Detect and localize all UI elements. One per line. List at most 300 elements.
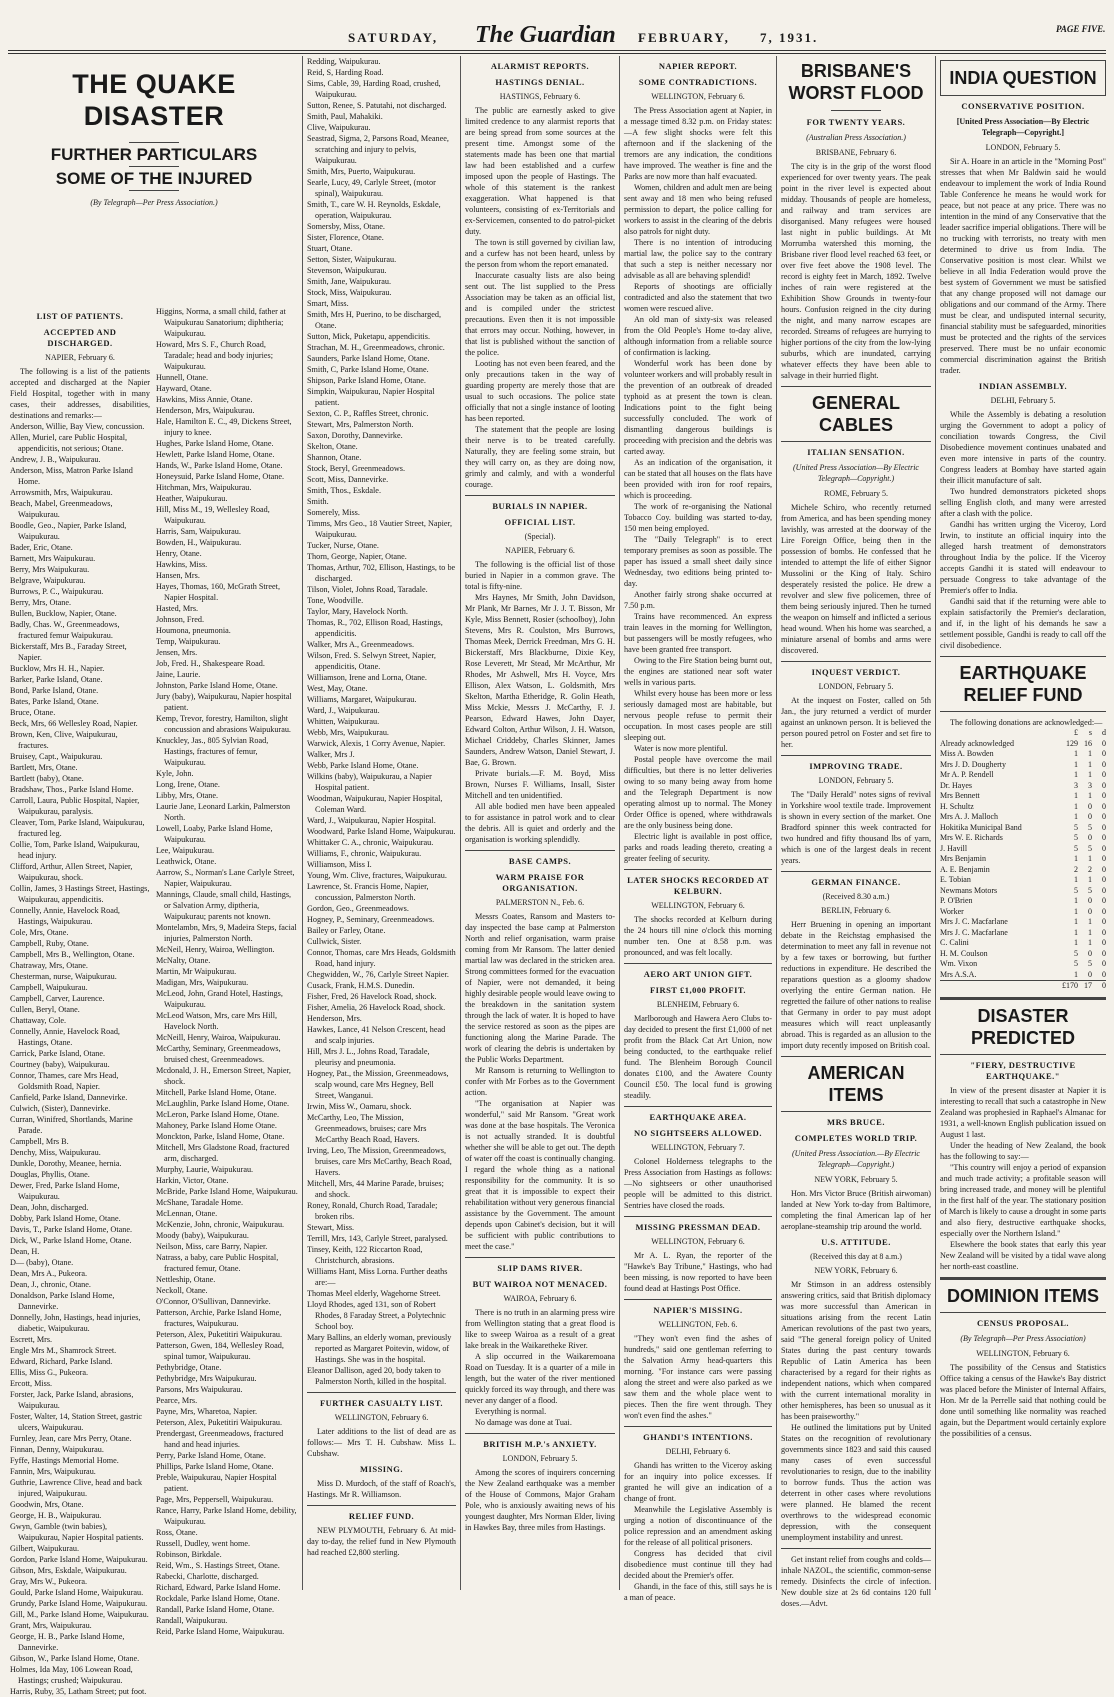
patient-entry: Clive, Waipukurau. <box>307 123 371 132</box>
divider <box>129 166 179 167</box>
patient-entry: Stock, Beryl, Greenmeadows. <box>307 464 405 473</box>
later-body: The shocks recorded at Kelburn during the 24 hours till nine o'clock this morning number ten. One at 8.58 p.m. was pronounced, and was felt locally. <box>624 915 772 957</box>
fund-pence: 0 <box>1102 896 1106 905</box>
india-credit: [United Press Association—By Electric Telegraph—Copyright.] <box>956 117 1090 137</box>
paragraph: Water is now more plentiful. <box>634 744 728 753</box>
official-dateline: NAPIER, February 6. <box>505 546 575 555</box>
patient-entry: McLaughlin, Parke Island Home, Otane. <box>156 1099 290 1108</box>
patient-entry: Guthrie, Lawrence Clive, head and back injured, Waipukurau. <box>10 1478 143 1498</box>
patient-entry: Hill, Miss M., 19, Wellesley Road, Waipukurau. <box>156 505 270 525</box>
patient-entry: Randall, Waipukurau. <box>156 1616 228 1625</box>
patient-entry: Whitten, Waipukurau. <box>307 717 380 726</box>
aero-title: AERO ART UNION GIFT. <box>643 969 753 979</box>
paragraph: There is no truth in an alarming press wire from Wellington stating that a great flood is like to sweep Wairoa as a result of a great lake break in the Waikaretheke River. <box>465 1308 615 1350</box>
patient-entry: Timms, Mrs Geo., 18 Vautier Street, Napier, Waipukurau. <box>307 519 452 539</box>
fund-pounds: 5 <box>1074 822 1078 832</box>
patient-entry: Barnett, Mrs Waipukurau. <box>10 554 96 563</box>
patient-entry: Sutton, Mick, Puketapu, appendicitis. <box>307 332 431 341</box>
patient-entry: McCarthy, Leo, The Mission, Greenmeadows, bruises; care Mrs McCarthy Beach Road, Havers. <box>307 1113 427 1144</box>
column-rule <box>302 56 303 1590</box>
further-dateline: WELLINGTON, February 6. <box>334 1413 429 1422</box>
fund-shillings: 5 <box>1088 822 1092 832</box>
column-6 <box>781 56 931 1608</box>
patient-entry: Harris, Sam, Waipukurau. <box>156 527 241 536</box>
patient-entry: Rabecki, Charlotte, discharged. <box>156 1572 259 1581</box>
fund-donor: Already acknowledged <box>940 738 1014 748</box>
alarmist-title: ALARMIST REPORTS. <box>490 61 590 71</box>
patient-entry: Tinsey, Keith, 122 Riccarton Road, Christchurch, abrasions. <box>307 1245 423 1265</box>
patient-entry: Smith, T., care W. H. Reynolds, Eskdale, operation, Waipukurau. <box>307 200 441 220</box>
fund-total-pounds: £170 <box>1062 981 1078 990</box>
fund-pounds: 3 <box>1074 780 1078 790</box>
us-received: (Received this day at 8 a.m.) <box>810 1252 902 1261</box>
further-text: Later additions to the list of dead are as follows:— Mrs T. H. Cubshaw. Miss L. Cubshaw. <box>307 1427 456 1458</box>
patient-entry: Saunders, Parke Island Home, Otane. <box>307 354 430 363</box>
fund-pence: 0 <box>1102 927 1106 937</box>
patient-entry: Hasted, Mrs. <box>156 604 199 613</box>
paragraph: Private burials.—F. M. Boyd, Miss Brown, Nurses F. Williams, Insall, Sister Mitchell and ten unidentified. <box>465 769 615 800</box>
patient-entry: Jury (baby), Waipukurau, Napier hospital patient. <box>156 692 292 712</box>
column-5 <box>624 56 772 1602</box>
patient-entry: Moody (baby), Waipukurau. <box>156 1231 249 1240</box>
divider <box>624 1299 772 1300</box>
patient-entry: Gordon, Parke Island Home, Waipukurau. <box>10 1555 148 1564</box>
fund-shillings: 0 <box>1088 948 1092 958</box>
paragraph: Mr Stimson in an address ostensibly answering critics, said that British diplomacy was more successful than American in situations arising from the recent Latin American revolutions of the past two years, said "The general foreign policy of United States during the past century towards Republic of Latin America has been characterised by a regard for their rights as independent nations, which when compared with the current international morality in other hemispheres, has been so unusual as it has been praiseworthy." <box>781 1280 931 1421</box>
fund-row <box>940 791 1106 802</box>
dominion-subtitle: CENSUS PROPOSAL. <box>976 1317 1070 1328</box>
patient-entry: Arrowsmith, Mrs, Waipukurau. <box>10 488 113 497</box>
missing2-dateline: WELLINGTON, Feb. 6. <box>658 1320 738 1329</box>
patient-entry: Hawkins, Miss Annie, Otane. <box>156 395 253 404</box>
patient-entry: Peterson, Alex, Puketitiri Waipukurau. <box>156 1418 283 1427</box>
patient-entry: Gwyn, Gamble (twin babies), Waipukurau, Napier Hospital patients. <box>10 1522 144 1542</box>
patient-entry: Hawkes, Lance, 41 Nelson Crescent, head and scalp injuries. <box>307 1025 446 1045</box>
italian-title: ITALIAN SENSATION. <box>807 447 905 457</box>
patient-entry: Bruce, Otane. <box>10 708 56 717</box>
divider <box>781 755 931 756</box>
fund-pence: 0 <box>1102 948 1106 958</box>
patient-entry: Campbell, Waipukurau. <box>10 983 88 992</box>
fund-pence: 0 <box>1102 885 1106 895</box>
patient-entry: Belgrave, Waipukurau. <box>10 576 86 585</box>
patient-entry: Hands, W., Parke Island Home, Otane. <box>156 461 283 470</box>
paragraph: The following is the official list of those buried in Napier in a common grave. The total is fifty-nine. <box>465 560 615 591</box>
patient-entry: Mcdonald, J. H., Emerson Street, Napier, shock. <box>156 1066 291 1086</box>
mp-dateline: LONDON, February 5. <box>502 1454 578 1463</box>
patient-entry: Burrows, P. C., Waipukurau. <box>10 587 104 596</box>
fund-pounds: 1 <box>1074 917 1078 926</box>
later-dateline: WELLINGTON, February 6. <box>651 901 745 910</box>
patient-entry: Stevenson, Waipukurau. <box>307 266 387 275</box>
fund-shillings: 0 <box>1088 906 1092 916</box>
patient-entry: Chesterman, nurse, Waipukurau. <box>10 972 117 981</box>
patient-entry: Campbell, Mrs B., Wellington, Otane. <box>10 950 135 959</box>
patient-entry: Strachan, M. H., Greenmeadows, chronic. <box>307 343 445 352</box>
paragraph: Looting has not even been feared, and the only precautions taken in the way of guarding property are merely those that are usual to such occasions. The police state officially that not a single instance of looting has been reported. <box>465 359 615 423</box>
patient-entry: McBride, Parke Island Home, Waipukurau. <box>156 1187 298 1196</box>
patient-entry: Hayward, Otane. <box>156 384 212 393</box>
fund-pounds: 1 <box>1074 801 1078 811</box>
patient-entry: Thomas Meel elderly, Wagehorne Street. <box>307 1289 441 1298</box>
inquest-body: At the inquest on Foster, called on 5th Jan., the jury returned a verdict of murder against an unknown person. It is believed the person poured petrol on Foster and set fire to her. <box>781 696 931 749</box>
fund-row <box>940 970 1106 981</box>
later-title: LATER SHOCKS RECORDED AT KELBURN. <box>627 875 769 896</box>
patient-entry: Somerely, Miss. <box>307 508 360 517</box>
patient-entry: Dick, W., Parke Island Home, Otane. <box>10 1236 132 1245</box>
patient-entry: Cole, Mrs, Otane. <box>10 928 69 937</box>
divider <box>781 386 931 387</box>
divider <box>465 495 615 496</box>
brisbane-dateline: BRISBANE, February 6. <box>815 148 897 157</box>
patient-entry: Sims, Cable, 39, Harding Road, crushed, Waipukurau. <box>307 79 441 99</box>
patient-entry: Boodle, Geo., Napier, Parke Island, Waipukurau. <box>10 521 127 541</box>
patient-entry: Dean, J., chronic, Otane. <box>10 1280 91 1289</box>
fund-donor: Wm. Vixon <box>940 959 978 968</box>
patient-entry: Chegwidden, W., 76, Carlyle Street Napier. <box>307 970 449 979</box>
wairoa-title: BUT WAIROA NOT MENACED. <box>472 1279 608 1289</box>
fund-row <box>940 896 1106 907</box>
fund-shillings: 16 <box>1084 738 1092 748</box>
patient-entry: Bailey or Farley, Otane. <box>307 926 386 935</box>
patient-entry: Sexton, C. P., Raffles Street, chronic. <box>307 409 429 418</box>
patient-entry: Pethybridge, Otane. <box>156 1363 222 1372</box>
patient-entry: Williams, F., chronic, Waipukurau. <box>307 849 422 858</box>
fund-shillings: 5 <box>1088 885 1092 895</box>
patient-entry: Escrett, Mrs. <box>10 1335 53 1344</box>
fund-shillings: 1 <box>1088 770 1092 779</box>
patient-entry: Lawrence, St. Francis Home, Napier, concussion, Palmerston North. <box>307 882 429 902</box>
fund-donor: A. E. Benjamin <box>940 864 990 874</box>
missing2-body: "They won't even find the ashes of hundreds," said one gentleman referring to the Salvation Army head-quarters this morning. "For instance cars were passing along the street and were also parked as we saw them and the whole place went to pieces. Then the fire went through. They won't even find the ashes." <box>624 1334 772 1420</box>
patient-entry: Shannon, Otane. <box>307 453 362 462</box>
german-received: (Received 8.30 a.m.) <box>822 892 890 901</box>
fund-pounds: 1 <box>1074 896 1078 905</box>
patient-entry: Dean, Mrs A., Pukeora. <box>10 1269 88 1278</box>
patient-entry: Smith, Mrs H, Puerino, to be discharged, Otane. <box>307 310 442 330</box>
patient-entry: Allen, Muriel, care Public Hospital, appendicitis, not serious; Otane. <box>10 433 128 453</box>
fund-pence: 0 <box>1102 770 1106 779</box>
fund-row <box>940 812 1106 823</box>
divider <box>781 1548 931 1549</box>
patient-entry: Connor, Thames, care Mrs Head, Goldsmith Road, Napier. <box>10 1071 119 1091</box>
paragraph: As an indication of the organisation, it can be stated that all houses on the flats have been provided with iron for roof repairs, which is proceeding. <box>624 458 772 500</box>
divider <box>307 1392 456 1393</box>
assembly-body <box>940 409 1106 651</box>
fund-rows <box>940 739 1106 981</box>
fund-donor: J. Havill <box>940 843 968 853</box>
patient-entry: Long, Irene, Otane. <box>156 780 220 789</box>
patient-entry: Reid, S, Harding Road. <box>307 68 384 77</box>
patient-entry: Temp, Waipukurau. <box>156 637 221 646</box>
patient-entry: Thorn, George, Napier, Otane. <box>307 552 407 561</box>
patient-entry: Brown, Ken, Clive, Waipukurau, fractures. <box>10 730 118 750</box>
patient-entry: Gibson, Mrs, Eskdale, Waipukurau. <box>10 1566 127 1575</box>
paragraph: Trains have recommenced. An express train leaves in the morning for Wellington, but passengers will be mostly refugees, who have been granted free transport. <box>624 612 772 654</box>
fund-shillings: 3 <box>1088 780 1092 790</box>
quake-credit: (By Telegraph—Per Press Association.) <box>90 198 218 207</box>
patient-entry: Peterson, Alex, Puketitiri Waipukurau. <box>156 1330 283 1339</box>
patient-entry: Madigan, Mrs, Waipukurau. <box>156 978 249 987</box>
official-body <box>465 559 615 845</box>
patient-entry: Donaldson, Parke Island Home, Dannevirke. <box>10 1291 115 1311</box>
patient-entry: Payne, Mrs, Wharetoa, Napier. <box>156 1407 258 1416</box>
patient-entry: Lee, Waipukurau. <box>156 846 215 855</box>
patient-entry: Thomas, R., 702, Ellison Road, Hastings, appendicitis. <box>307 618 443 638</box>
patient-entry: Dean, H. <box>10 1247 40 1256</box>
paragraph: An old man of sixty-six was released from the Old People's Home to-day alive, although information from a reliable source of confirmation is lacking. <box>624 315 772 357</box>
fund-donor: Dr. Hayes <box>940 780 972 790</box>
patient-entry: Carroll, Laura, Public Hospital, Napier, Waipukurau, paralysis. <box>10 796 140 816</box>
fund-pence: 0 <box>1102 822 1106 832</box>
patient-entry: Mitchell, Mrs Gladstone Road, fractured arm, discharged. <box>156 1143 290 1163</box>
patient-entry: Pearce, Mrs. <box>156 1396 198 1405</box>
fund-donor: Worker <box>940 906 964 916</box>
fund-donor: Mrs A. J. Malloch <box>940 812 998 821</box>
patient-entry: Ercott, Miss. <box>10 1379 53 1388</box>
patient-entry: Warwick, Alexis, 1 Corry Avenue, Napier. <box>307 739 446 748</box>
fund-pence: 0 <box>1102 812 1106 821</box>
paragraph: The public are earnestly asked to give limited credence to any alarmist reports that are being spread from some sources at the present time. Amongst some of the statements made has been one that martial law had been established and a curfew imposed upon the people of Hastings. The whole of this statement is the rankest exaggeration. What happened is that volunteers, consisting of ex-Territorials and ex-Servicemen, consented to do patrol-picket duty. <box>465 106 615 236</box>
patient-entry: Bradshaw, Thos., Parke Island Home. <box>10 785 134 794</box>
patient-entry: Webb, Mrs, Waipukurau. <box>307 728 389 737</box>
patient-entry: Leathwick, Otane. <box>156 857 217 866</box>
gandhi-dateline: DELHI, February 6. <box>665 1447 731 1456</box>
paragraph: "This country will enjoy a period of expansion and much trade activity; a profitable season will bring increased trade, and money will be plentiful in the first half of the year. The stationary position of March is likely to cause a drought in some parts and also fiery, destructive earthquake shocks, especially over the Northern Island." <box>940 1162 1106 1238</box>
divider <box>624 1216 772 1217</box>
patient-entry: Neilson, Miss, care Barry, Napier. <box>156 1242 268 1251</box>
patient-entry: McLennan, Otane. <box>156 1209 218 1218</box>
patient-entry: Kyle, John. <box>156 769 194 778</box>
patient-entry: Higgins, Norma, a small child, father at Waipukurau Sanatorium; diphtheria; Waipukurau. <box>156 307 286 338</box>
fund-header-pounds: £ <box>1074 728 1078 737</box>
patient-entry: Hogney, Pat., the Mission, Greenmeadows, scalp wound, care Mrs Hegney, Bell Street, Wanganui. <box>307 1069 449 1100</box>
fund-row <box>940 959 1106 970</box>
patient-entry: Canfield, Parke Island, Dannevirke. <box>10 1093 128 1102</box>
paragraph: "The organisation at Napier was wonderful," said Mr Ransom. "Great work was done at the base hospitals. The Veronica is not actually stranded. It is doubtful whether she will be able to get out. The depth of water off the coast is continually changing. I regard the whole thing as a national responsibility for the community. It is so great that it is impossible to expect their rehabilitation without very generous financial assistance by the Government. The amount depends upon Cabinet's decision, but it will be sufficient with public contributions to meet the case." <box>465 1099 615 1251</box>
fund-shillings: 0 <box>1088 896 1092 905</box>
fund-pence: 0 <box>1102 959 1106 968</box>
patient-entry: Simpkin, Waipukurau, Napier Hospital patient. <box>307 387 435 407</box>
paragraph: All able bodied men have been appealed to for assistance in patrol work and to clear the debris. All is quiet and orderly and the organisation is working splendidly. <box>465 802 615 844</box>
divider <box>781 661 931 662</box>
patient-entry: Ward, J., Waipukurau, Napier Hospital. <box>307 816 436 825</box>
patient-entry: Searle, Lucy, 49, Carlyle Street, (motor spinal), Waipukurau. <box>307 178 436 198</box>
paragraph: Wonderful work has been done by volunteer workers and will probably result in the prevention of an outbreak of dreaded typhoid as at present the town is clean. Indications point to the fight being successfully concluded. The work of dismantling dangerous buildings is proceeding with precision and the debris was carted away. <box>624 359 772 456</box>
area-title: EARTHQUAKE AREA. <box>649 1112 747 1122</box>
fund-pence: 0 <box>1102 906 1106 916</box>
patient-entry: Fyffe, Hastings Memorial Home. <box>10 1456 119 1465</box>
fund-row <box>940 749 1106 760</box>
us-dateline: NEW YORK, February 6. <box>814 1266 898 1275</box>
patient-entry: Woodman, Waipukurau, Napier Hospital, Coleman Ward. <box>307 794 443 814</box>
divider <box>781 1056 931 1057</box>
quake-headline: THE QUAKE DISASTER <box>72 69 236 131</box>
patient-entry: Whittaker C. A., chronic, Waipukurau. <box>307 838 434 847</box>
fund-pounds: 1 <box>1074 749 1078 758</box>
paragraph: While the Assembly is debating a resolution urging the Government to adopt a policy of conciliation towards Congress, the Civil Disobedience movement continues unabated and even more intensive in parts of the country. Congress leaders at Bombay have started again their illicit manufacture of salt. <box>940 410 1106 485</box>
paragraph: Ghandi has written to the Viceroy asking for an inquiry into police excesses. If granted he will give an indication of a change of front. <box>624 1461 772 1503</box>
fund-pounds: 1 <box>1074 927 1078 937</box>
patient-entry: Anderson, Miss, Matron Parke Island Home. <box>10 466 133 486</box>
patient-entry: Mary Ballins, an elderly woman, previously reported as Margaret Poitevin, widow, of Hastings. She was in the hospital. <box>307 1333 452 1364</box>
patient-entry: Gilbert, Waipukurau. <box>10 1544 79 1553</box>
patient-entry: Seastrad, Sigma, 2, Parsons Road, Meanee, scratching and injury to pelvis, Waipukurau. <box>307 134 449 165</box>
fund-row <box>940 854 1106 865</box>
official-sub: (Special). <box>524 532 556 541</box>
patient-entry: Bartlett, Mrs, Otane. <box>10 763 78 772</box>
patient-entry: Hughes, Parke Island Home, Otane. <box>156 439 274 448</box>
warm-body <box>465 911 615 1252</box>
patient-entry: Engle Mrs M., Shamrock Street. <box>10 1346 117 1355</box>
patient-entry: Redding, Waipukurau. <box>307 57 381 66</box>
divider <box>940 997 1106 1000</box>
patient-entry: Rockdale, Parke Island Home, Otane. <box>156 1594 280 1603</box>
press-body: Mr A. L. Ryan, the reporter of the "Hawke's Bay Tribune," Hastings, who had been missing, is now reported to have been found dead at Hastings Post Office. <box>624 1251 772 1293</box>
india-title: INDIA QUESTION <box>949 68 1097 88</box>
napier-body <box>624 105 772 864</box>
gandhi-body <box>624 1460 772 1603</box>
fund-row <box>940 781 1106 792</box>
patient-entry: Dewer, Fred, Parke Island Home, Waipukurau. <box>10 1181 120 1201</box>
inquest-dateline: LONDON, February 5. <box>818 682 894 691</box>
fund-shillings: 1 <box>1088 791 1092 800</box>
patient-entry: Patterson, Archie, Parke Island Home, fractures, Waipukurau. <box>156 1308 282 1328</box>
patient-entry: Page, Mrs, Peppersell, Waipukurau. <box>156 1495 274 1504</box>
fund-pence: 0 <box>1102 759 1106 769</box>
patient-entry: Scott, Miss, Dannevirke. <box>307 475 389 484</box>
patient-entry: Harkin, Victor, Otane. <box>156 1176 229 1185</box>
masthead-day: SATURDAY, <box>348 30 439 45</box>
fund-row <box>940 865 1106 876</box>
patient-entry: Natrass, a baby, care Public Hospital, fractured femur, Otane. <box>156 1253 279 1273</box>
predicted-subtitle: "FIERY, DESTRUCTIVE EARTHQUAKE." <box>970 1059 1076 1081</box>
paragraph: The "Daily Telegraph" is to erect temporary premises as soon as possible. The paper has issued a small sheet daily since Wednesday, two editions being printed to-day. <box>624 535 772 588</box>
patient-entry: Culwich, (Sister), Dannevirke. <box>10 1104 111 1113</box>
divider <box>624 1426 772 1427</box>
patient-list <box>156 306 298 1637</box>
brisbane-body <box>781 161 931 381</box>
fund-row <box>940 760 1106 771</box>
patient-entry: Williams, Margaret, Waipukurau. <box>307 695 417 704</box>
patient-entry: Henry, Otane. <box>156 549 202 558</box>
fund-shillings: 1 <box>1088 938 1092 947</box>
patient-entry: Sister, Florence, Otane. <box>307 233 384 242</box>
fund-pence: 0 <box>1102 833 1106 842</box>
patient-entry: Bates, Parke Island, Otane. <box>10 697 99 706</box>
fund-header-pence: d <box>1102 728 1106 737</box>
burials-title: BURIALS IN NAPIER. <box>492 501 588 511</box>
column-1 <box>10 306 150 1696</box>
fund-row <box>940 886 1106 897</box>
patient-entry: Howard, Mrs S. F., Church Road, Taradale; head and body injuries; Waipukurau. <box>156 340 274 371</box>
divider <box>940 1054 1106 1055</box>
patient-entry: Smith, Paul, Mahakiki. <box>307 112 383 121</box>
divider <box>940 656 1106 657</box>
paragraph: Under the heading of New Zealand, the book has the following to say:— <box>940 1140 1106 1161</box>
patient-entry: Hawkins, Miss. <box>156 560 208 569</box>
patient-entry: Collie, Tom, Parke Island, Waipukurau, head injury. <box>10 840 140 860</box>
masthead-month: FEBRUARY, <box>638 30 730 45</box>
paragraph: Meanwhile the Legislative Assembly is urging a notion of discontinuance of the police repression and an amendment asking for the release of all political prisoners. <box>624 1505 772 1547</box>
german-title: GERMAN FINANCE. <box>811 877 901 887</box>
patient-entry: Hill, Mrs J. L., Johns Road, Taradale, pleurisy and pneumonia. <box>307 1047 430 1067</box>
patient-entry: Bartlett (baby), Otane. <box>10 774 84 783</box>
patient-entry: Connelly, Annie, Havelock Road, Hastings, Otane. <box>10 1027 120 1047</box>
masthead-date: 7, 1931. <box>760 30 819 45</box>
mp-body: Among the scores of inquirers concerning the New Zealand earthquake was a member of the House of Commons, Major Graham Pole, who is anxiously awaiting news of his youngest daughter, Mrs Norman Elder, living in Hawkes Bay, three miles from Hastings. <box>465 1468 615 1532</box>
patient-entry: Bowden, H., Waipukurau. <box>156 538 242 547</box>
patient-entry: Dobby, Park Island Home, Otane. <box>10 1214 121 1223</box>
patient-entry: Clifford, Arthur, Allen Street, Napier, Waipukurau, shock. <box>10 862 133 882</box>
patient-entry: Irwin, Miss W., Oamaru, shock. <box>307 1102 412 1111</box>
aero-body: Marlborough and Hawera Aero Clubs to-day decided to present the first £1,000 of net profit from the Black Cat Art Union, now being conducted, to the earthquake relief fund. The Blenheim Borough Council donates £100, and the Awatere County Council £50. The local fund is growing steadily. <box>624 1014 772 1100</box>
paragraph: Another fairly strong shake occurred at 7.50 p.m. <box>624 590 772 610</box>
patient-entry: Roney, Ronald, Church Road, Taradale; broken ribs. <box>307 1201 438 1221</box>
paragraph: Messrs Coates, Ransom and Masters to-day inspected the base camp at Palmerston North and relief organisation, warm praise coming from Mr Ransom. The latter denied martial law was declared in the stricken area. Strong committees formed for the evacuation of Napier, were not demanded, it being highly desirable people would leave owing to the breakdown in the sanitation system through the lack of water. It is hoped to have the service restored as soon as the pipes are functioning along the Marine Parade. The work of clearing the debris is undertaken by the Public Works Department. <box>465 912 615 1064</box>
fund-row <box>940 949 1106 960</box>
patient-entry: Sutton, Renee, S. Patutahi, not discharged. <box>307 101 447 110</box>
press-title: MISSING PRESSMAN DEAD. <box>635 1222 761 1232</box>
fund-shillings: 1 <box>1088 854 1092 863</box>
fund-shillings: 1 <box>1088 749 1092 758</box>
dominion-body: The possibility of the Census and Statistics Office taking a census of the Hawke's Bay district was placed before the Minister of Internal Affairs, Hon. Mr de la Perrelle said that nothing could be done until something like normality was reached again, but the Department would certainly explore the possibilities of a census. <box>940 1362 1106 1438</box>
patient-entry: McCarthy, Seminary, Greenmeadows, bruised chest, Greenmeadows. <box>156 1044 281 1064</box>
patient-entry: West, May, Otane. <box>307 684 368 693</box>
paragraph: A slip occurred in the Waikaremoana Road on Tuesday. It is a quarter of a mile in length, but the water of the river mentioned quickly forced its way through, and there was never any danger of a flood. <box>465 1352 615 1405</box>
fund-pounds: 5 <box>1074 843 1078 853</box>
column-7 <box>940 56 1106 1592</box>
fund-pounds: 1 <box>1074 791 1078 800</box>
patient-entry: Thomas, Arthur, 702, Ellison, Hastings, to be discharged. <box>307 563 456 583</box>
quake-sub2: SOME OF THE INJURED <box>55 169 253 188</box>
fund-row <box>940 907 1106 918</box>
press-dateline: WELLINGTON, February 6. <box>651 1237 745 1246</box>
patient-entry: Goodwin, Mrs, Otane. <box>10 1500 84 1509</box>
patient-entry: Parsons, Mrs Waipukurau. <box>156 1385 243 1394</box>
fund-shillings: 0 <box>1088 812 1092 821</box>
fund-pence: 0 <box>1102 780 1106 790</box>
missing-text: Miss D. Murdoch, of the staff of Roach's, Hastings. Mr R. Williamson. <box>307 1479 456 1499</box>
patient-entry: Wilkins (baby), Waipukurau, a Napier Hospital patient. <box>307 772 432 792</box>
fund-pence: 0 <box>1102 864 1106 874</box>
patient-entry: Gibson, W., Parke Island Home, Otane. <box>10 1654 140 1663</box>
dominion-title: DOMINION ITEMS <box>947 1285 1099 1306</box>
patient-entry: Hewlett, Parke Island Home, Otane. <box>156 450 275 459</box>
quake-header <box>10 56 298 306</box>
fund-row <box>940 938 1106 949</box>
fund-donor: E. Tobian <box>940 875 971 884</box>
patient-entry: McKenzie, John, chronic, Waipukurau. <box>156 1220 285 1229</box>
patient-entry: Chattaway, Cole. <box>10 1016 67 1025</box>
patient-entry: Ward, J., Waipukurau. <box>307 706 380 715</box>
patient-entry: Smith, Jane, Waipukurau. <box>307 277 392 286</box>
fund-intro: The following donations are acknowledged:— <box>950 718 1103 727</box>
fund-pounds: 1 <box>1074 875 1078 884</box>
bruce-sub: COMPLETES WORLD TRIP. <box>794 1133 918 1143</box>
advert-text: Get instant relief from coughs and colds—inhale NAZOL, the scientific, common-sense remedy. Disinfects the circle of infection. New double size at 2s 6d contains 120 full doses.—Advt. <box>781 1555 931 1608</box>
patient-entry: Barker, Parke Island, Otane. <box>10 675 103 684</box>
fund-row <box>940 739 1106 750</box>
gandhi-title: GHANDI'S INTENTIONS. <box>643 1432 753 1442</box>
napier-dateline: WELLINGTON, February 6. <box>651 92 745 101</box>
patient-entry: Anderson, Willie, Bay View, concussion. <box>10 422 145 431</box>
fund-pounds: 5 <box>1074 959 1078 968</box>
patient-entry: Aarrow, S., Norman's Lane Carlyle Street, Napier, Waipukurau. <box>156 868 295 888</box>
patient-entry: Stuart, Otane. <box>307 244 353 253</box>
fund-row <box>940 833 1106 844</box>
list-subtitle: ACCEPTED AND DISCHARGED. <box>43 327 117 348</box>
